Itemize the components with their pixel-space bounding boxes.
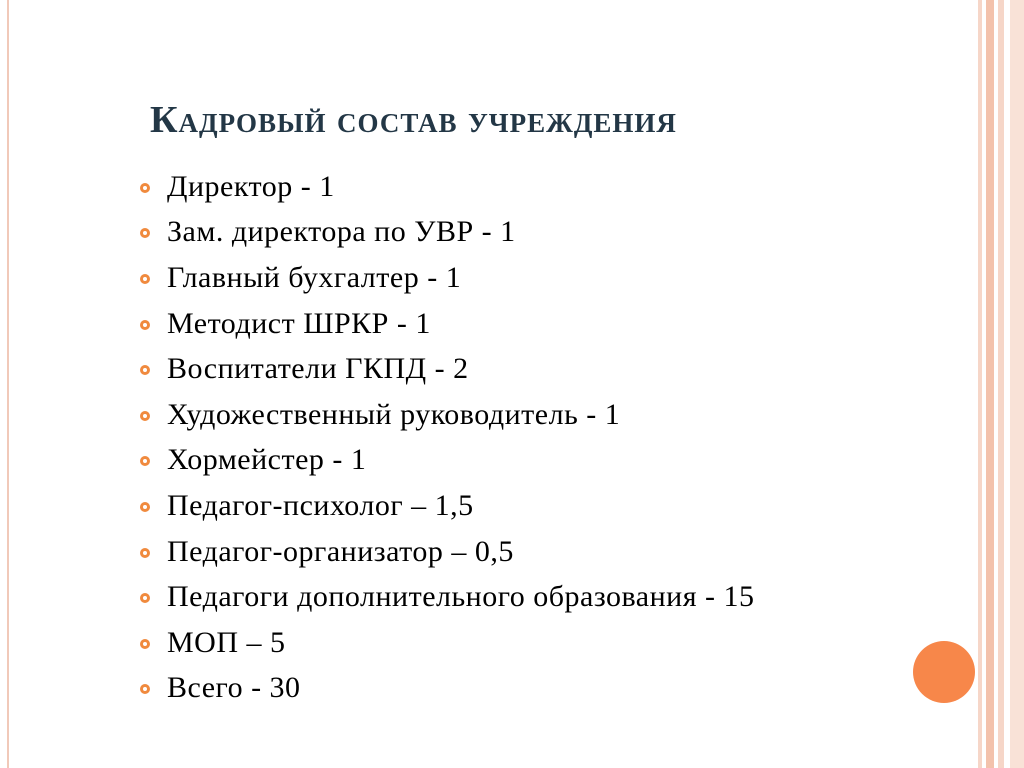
list-item-label: Всего - 30	[167, 671, 301, 705]
right-decorative-stripe	[986, 0, 994, 768]
list-item-label: Художественный руководитель - 1	[167, 397, 621, 431]
list-item	[140, 346, 755, 392]
list-item-label: Педагог-организатор – 0,5	[167, 534, 514, 568]
bullet-icon	[140, 365, 150, 375]
list-item-label: Педагог-психолог – 1,5	[167, 488, 474, 522]
list-item	[140, 164, 755, 210]
list-item	[140, 301, 755, 347]
slide-title: Кадровый состав учреждения	[150, 99, 677, 141]
list-item	[140, 620, 755, 666]
list-item	[140, 574, 755, 620]
list-item	[140, 529, 755, 575]
left-frame-line	[7, 0, 9, 768]
list-item-label: Директор - 1	[167, 169, 335, 203]
list-item-label: Методист ШРКР - 1	[167, 306, 431, 340]
bullet-icon	[140, 684, 150, 694]
list-item	[140, 666, 755, 712]
list-item-label: МОП – 5	[167, 625, 286, 659]
right-decorative-stripe	[998, 0, 1004, 768]
list-item-label: Воспитатели ГКПД - 2	[167, 352, 469, 386]
bullet-icon	[140, 456, 150, 466]
list-item-label: Хормейстер - 1	[167, 443, 367, 477]
decorative-circle	[913, 641, 975, 703]
list-item-label: Зам. директора по УВР - 1	[167, 215, 516, 249]
right-decorative-stripe	[1010, 0, 1024, 768]
list-item	[140, 255, 755, 301]
bullet-icon	[140, 183, 150, 193]
list-item	[140, 438, 755, 484]
list-item	[140, 483, 755, 529]
bullet-icon	[140, 274, 150, 284]
bullet-icon	[140, 593, 150, 603]
staff-list	[140, 164, 755, 711]
bullet-icon	[140, 502, 150, 512]
list-item-label: Главный бухгалтер - 1	[167, 260, 462, 294]
bullet-icon	[140, 320, 150, 330]
list-item-label: Педагоги дополнительного образования - 15	[167, 580, 755, 614]
bullet-icon	[140, 228, 150, 238]
bullet-icon	[140, 639, 150, 649]
bullet-icon	[140, 411, 150, 421]
bullet-icon	[140, 548, 150, 558]
right-decorative-stripe	[978, 0, 982, 768]
list-item	[140, 210, 755, 256]
list-item	[140, 392, 755, 438]
